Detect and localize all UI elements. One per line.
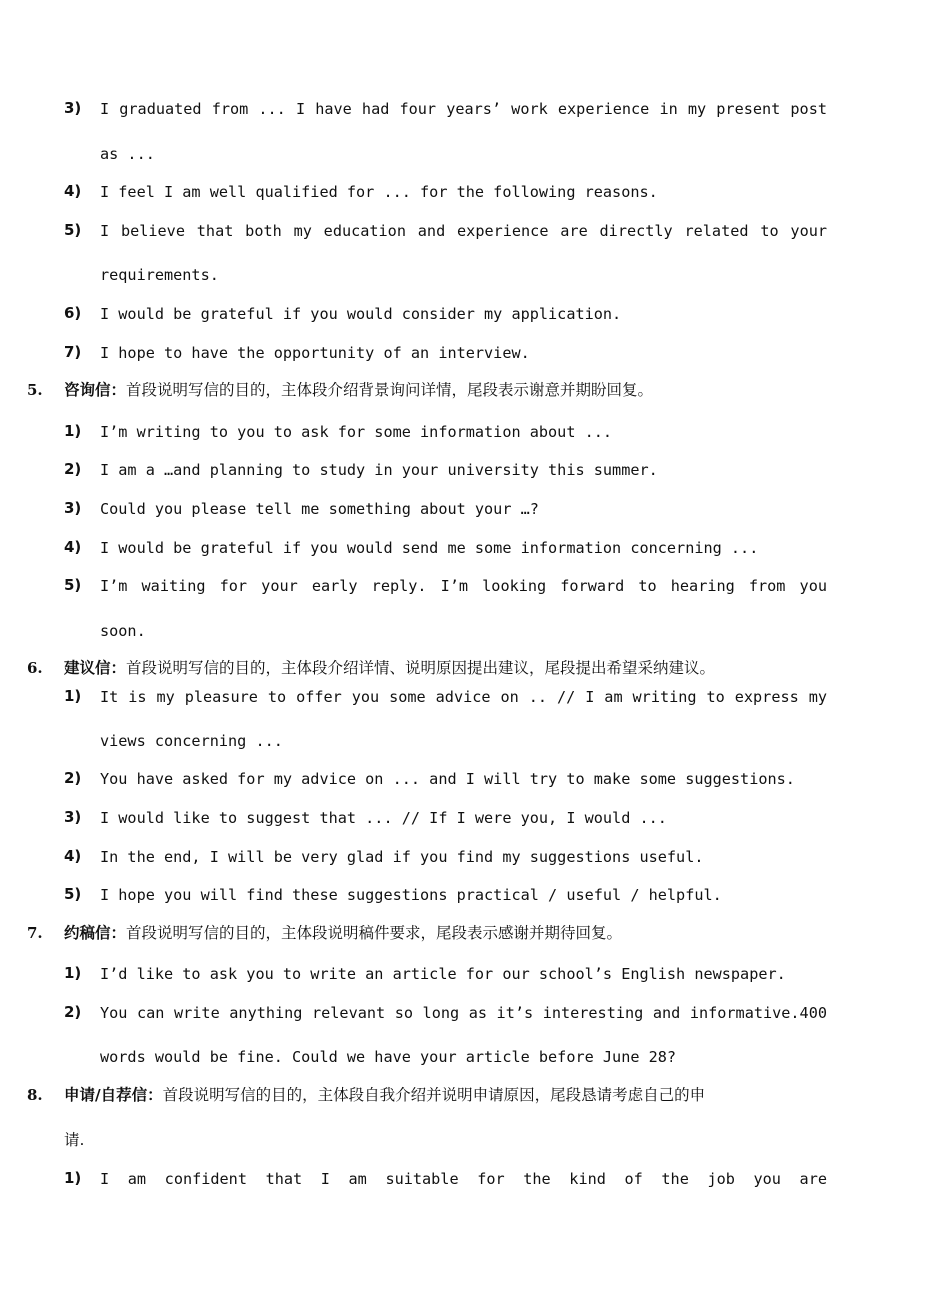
item-text: I hope you will find these suggestions practical / useful / helpful. [100,886,722,904]
item-text: I feel I am well qualified for ... for the following reasons. [100,183,658,201]
section-description-cont: 请. [64,1131,85,1149]
item-number: 4) [64,847,82,865]
section-number: 5. [27,381,43,399]
item-text: It is my pleasure to offer you some advice on .. // I am writing to express my [100,688,827,706]
item-text-cont: views concerning ... [100,732,283,750]
item-text: I’m writing to you to ask for some information about ... [100,423,613,441]
item-number: 6) [64,304,82,322]
item-text-cont: requirements. [100,266,219,284]
section-heading [64,658,715,678]
item-number: 1) [64,1169,82,1187]
item-number: 3) [64,499,82,517]
item-number: 5) [64,885,82,903]
item-number: 4) [64,538,82,556]
section-heading [64,380,653,400]
section-description: 首段说明写信的目的，主体段介绍详情、说明原因提出建议，尾段提出希望采纳建议。 [126,659,716,677]
item-text-cont: words would be fine. Could we have your article before June 28? [100,1048,677,1066]
item-number: 4) [64,182,82,200]
item-text: I am a …and planning to study in your university this summer. [100,461,658,479]
section-description: 首段说明写信的目的，主体段自我介绍并说明申请原因，尾段恳请考虑自己的申 [162,1086,706,1104]
item-number: 3) [64,808,82,826]
item-number: 2) [64,460,82,478]
item-text: You can write anything relevant so long as it’s interesting and informative.400 [100,1004,827,1022]
section-title: 约稿信： [64,924,127,942]
item-number: 2) [64,769,82,787]
item-text-cont: as ... [100,145,155,163]
item-number: 7) [64,343,82,361]
item-number: 5) [64,221,82,239]
section-heading [64,923,622,943]
section-description: 首段说明写信的目的，主体段介绍背景询问详情，尾段表示谢意并期盼回复。 [126,381,654,399]
item-number: 5) [64,576,82,594]
item-text: In the end, I will be very glad if you find my suggestions useful. [100,848,704,866]
item-text: Could you please tell me something about your …? [100,500,539,518]
item-text: I believe that both my education and experience are directly related to your [100,222,827,240]
item-number: 1) [64,422,82,440]
item-text: I would like to suggest that ... // If I were you, I would ... [100,809,667,827]
item-text: I’m waiting for your early reply. I’m looking forward to hearing from you [100,577,827,595]
item-text: I would be grateful if you would consider my application. [100,305,622,323]
section-title: 咨询信： [64,381,127,399]
item-text: I graduated from ... I have had four years’ work experience in my present post [100,100,827,118]
section-description: 首段说明写信的目的，主体段说明稿件要求，尾段表示感谢并期待回复。 [126,924,623,942]
item-text: I hope to have the opportunity of an interview. [100,344,530,362]
item-text-cont: soon. [100,622,146,640]
item-number: 2) [64,1003,82,1021]
section-heading [64,1085,705,1105]
section-number: 8. [27,1086,43,1104]
section-title: 申请/自荐信： [64,1086,163,1104]
item-text: I’d like to ask you to write an article for our school’s English newspaper. [100,965,786,983]
section-title: 建议信： [64,659,127,677]
item-text: I am confident that I am suitable for the kind of the job you are [100,1170,827,1188]
item-number: 1) [64,687,82,705]
item-number: 1) [64,964,82,982]
section-number: 6. [27,659,43,677]
item-number: 3) [64,99,82,117]
item-text: I would be grateful if you would send me some information concerning ... [100,539,759,557]
section-number: 7. [27,924,43,942]
item-text: You have asked for my advice on ... and I will try to make some suggestions. [100,770,795,788]
